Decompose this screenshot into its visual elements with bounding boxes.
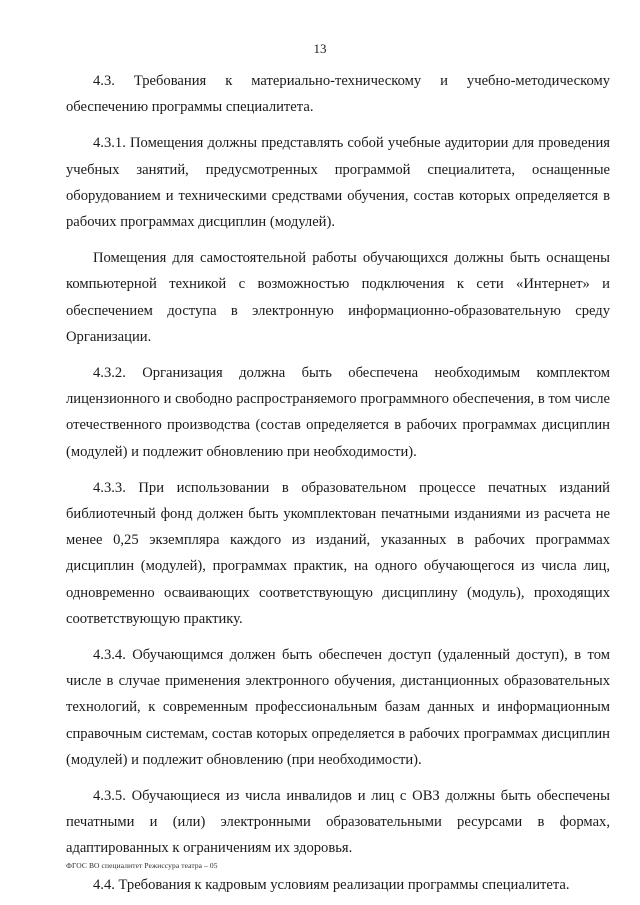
paragraph-4-3-2: 4.3.2. Организация должна быть обеспечена необходимым комплектом лицензионного и свободно распространяемого программного обеспечения, в том числе отечественного производства (состав определяется в рабочих программах дисциплин (модулей) и подлежит обновлению при необходимости).: [66, 365, 610, 460]
paragraph-4-3: 4.3. Требования к материально-техническому и учебно-методическому обеспечению программы специалитета.: [66, 73, 610, 116]
document-body: [66, 68, 610, 902]
paragraph-self-study-rooms: Помещения для самостоятельной работы обучающихся должны быть оснащены компьютерной техникой с возможностью подключения к сети «Интернет» и обеспечением доступа в электронную информационно-образовательную среду Организации.: [66, 250, 610, 345]
page-number: 13: [313, 41, 327, 56]
page-footer: ФГОС ВО специалитет Режиссура театра – 05: [66, 861, 218, 870]
paragraph-4-3-3: 4.3.3. При использовании в образовательном процессе печатных изданий библиотечный фонд должен быть укомплектован печатными изданиями из расчета не менее 0,25 экземпляра каждого из изданий, указанных в рабочих программах дисциплин (модулей), программах практик, на одного обучающегося из числа лиц, одновременно осваивающих соответствующую дисциплину (модуль), проходящих соответствующую практику.: [66, 479, 610, 627]
paragraph-4-3-4: 4.3.4. Обучающимся должен быть обеспечен доступ (удаленный доступ), в том числе в случае применения электронного обучения, дистанционных образовательных технологий, к современным профессиональным базам данных и информационным справочным системам, состав которых определяется в рабочих программах дисциплин (модулей) и подлежит обновлению (при необходимости).: [66, 647, 610, 768]
paragraph-4-4: 4.4. Требования к кадровым условиям реализации программы специалитета.: [93, 876, 570, 893]
paragraph-4-3-5: 4.3.5. Обучающиеся из числа инвалидов и лиц с ОВЗ должны быть обеспечены печатными и (или) электронными образовательными ресурсами в формах, адаптированных к ограничениям их здоровья.: [66, 788, 610, 857]
paragraph-4-3-1: 4.3.1. Помещения должны представлять собой учебные аудитории для проведения учебных занятий, предусмотренных программой специалитета, оснащенные оборудованием и техническими средствами обучения, состав которых определяется в рабочих программах дисциплин (модулей).: [66, 135, 610, 231]
